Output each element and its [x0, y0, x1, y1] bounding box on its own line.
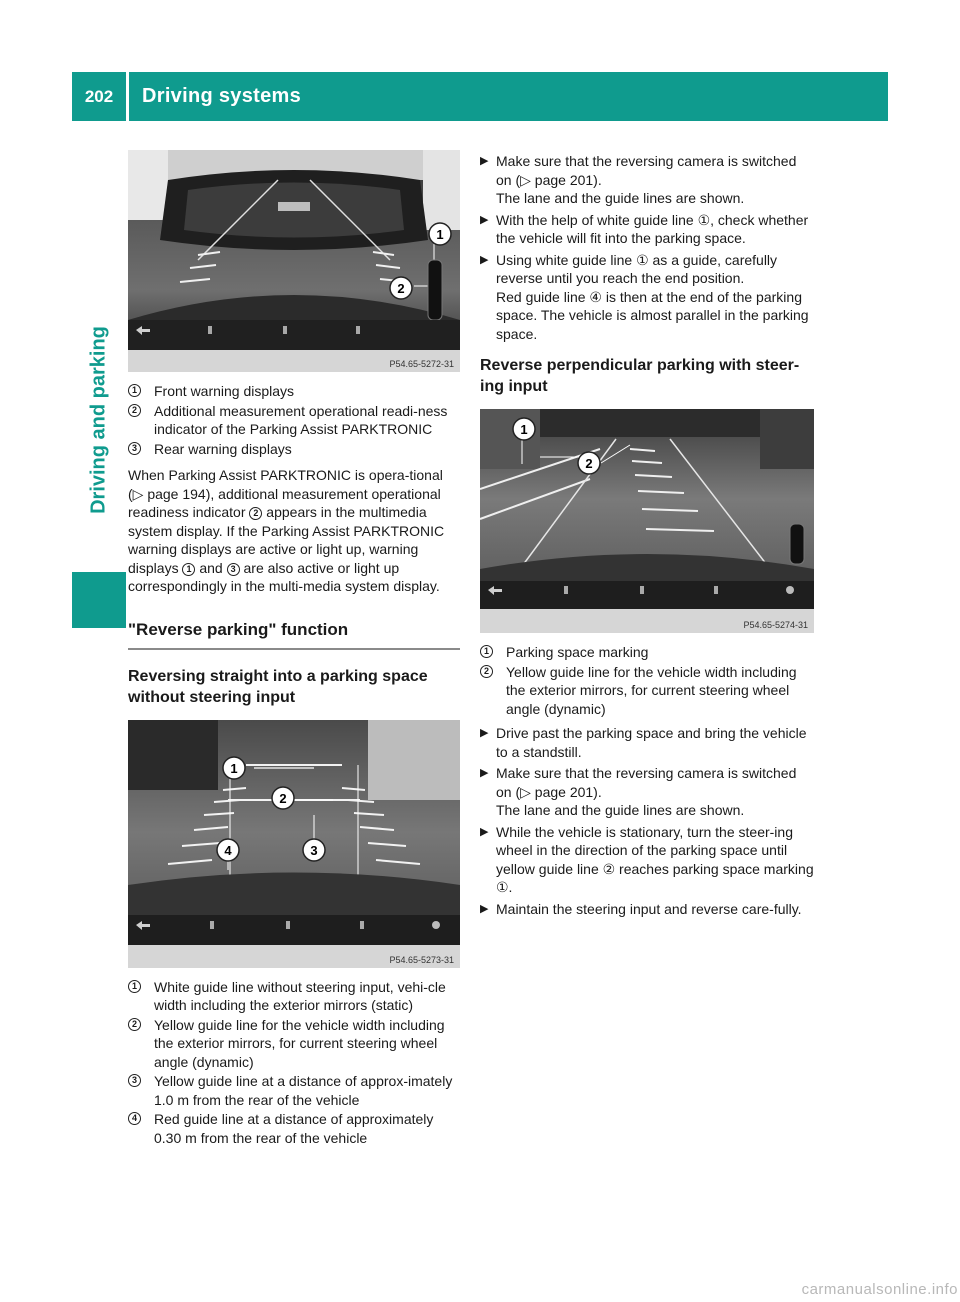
header-divider [126, 72, 129, 121]
inline-marker: 2 [249, 507, 262, 520]
legend-item [128, 978, 460, 1015]
callout-1: 1 [230, 760, 238, 776]
callout-1: 1 [520, 422, 528, 437]
legend-item [128, 1072, 460, 1109]
step-item [480, 211, 814, 248]
legend-text: Yellow guide line for the vehicle width including the exterior mirrors, for current steering wheel angle (dynamic) [154, 1016, 445, 1070]
step-text: The lane and the guide lines are shown. [496, 802, 745, 818]
figure-front-parking-camera [128, 150, 460, 372]
legend-marker: 3 [128, 1074, 141, 1087]
step-text: Make sure that the reversing camera is switched on (▷ page 201). [496, 153, 797, 188]
callout-2: 2 [397, 281, 405, 296]
inline-marker: 1 [182, 563, 195, 576]
page-number: 202 [84, 86, 114, 106]
camera-image-3 [480, 409, 814, 633]
steps-perpendicular [480, 724, 814, 918]
steps-straight [480, 152, 814, 343]
step-item [480, 823, 814, 897]
legend-marker: 3 [128, 442, 141, 455]
callout-1: 1 [436, 227, 444, 242]
legend-text: Yellow guide line for the vehicle width including the exterior mirrors, for current steering wheel angle (dynamic) [506, 663, 797, 717]
step-text: Make sure that the reversing camera is switched on (▷ page 201). [496, 765, 797, 800]
camera-image-2 [128, 720, 460, 968]
legend-item [128, 382, 460, 401]
step-text: Maintain the steering input and reverse care-fully. [496, 900, 802, 917]
legend-marker: 2 [480, 665, 493, 678]
left-column [128, 150, 460, 1148]
footer-watermark: carmanualsonline.info [801, 1281, 958, 1298]
step-text: Drive past the parking space and bring the vehicle to a standstill. [496, 725, 807, 760]
gear-icon [786, 586, 794, 594]
callout-4: 4 [224, 842, 232, 858]
step-item [480, 900, 814, 919]
figure-code-2: P54.65-5273-31 [389, 954, 454, 965]
legend-text: Rear warning displays [154, 440, 292, 457]
legend-text: Parking space marking [506, 644, 649, 660]
figure-perpendicular-parking [480, 409, 814, 633]
legend-marker: 2 [128, 404, 141, 417]
side-tab-marker [72, 572, 126, 628]
arrow-right-icon: ▶ [480, 767, 489, 779]
camera-image-1 [128, 150, 460, 372]
legend-list-1 [128, 382, 460, 458]
inline-marker: 3 [227, 563, 240, 576]
legend-item [128, 402, 460, 439]
callout-2: 2 [585, 456, 593, 471]
arrow-right-icon: ▶ [480, 213, 489, 226]
legend-item [128, 1110, 460, 1147]
para-text: and [195, 559, 227, 576]
legend-list-3 [480, 643, 814, 718]
step-text: While the vehicle is stationary, turn the steer-ing wheel in the direction of the parking space until yellow guide line ② reaches parking space marking ①. [496, 823, 814, 895]
legend-marker: 2 [128, 1018, 141, 1031]
arrow-right-icon: ▶ [480, 253, 489, 266]
step-text: The lane and the guide lines are shown. [496, 190, 745, 206]
legend-text: Yellow guide line at a distance of approx-imately 1.0 m from the rear of the vehicle [154, 1073, 453, 1108]
figure-code-3: P54.65-5274-31 [743, 620, 808, 630]
gear-icon [432, 921, 440, 929]
legend-marker: 4 [128, 1112, 141, 1125]
figure-reversing-straight [128, 720, 460, 968]
heading-reverse-parking: "Reverse parking" function [128, 620, 460, 650]
step-text: With the help of white guide line ①, check whether the vehicle will fit into the parking space. [496, 211, 809, 246]
legend-item [480, 663, 814, 719]
legend-text: Additional measurement operational readi-ness indicator of the Parking Assist PARKTRONIC [154, 402, 448, 437]
right-column [480, 152, 814, 921]
legend-item [480, 643, 814, 662]
section-title: Driving systems [142, 85, 302, 107]
arrow-right-icon: ▶ [480, 825, 489, 838]
legend-marker: 1 [128, 980, 141, 993]
para-text: appears in the multimedia system display. If the Parking Assist PARKTRONIC warning displays are active or light up, warning displays [128, 504, 445, 576]
figure-code-1: P54.65-5272-31 [389, 359, 454, 369]
arrow-right-icon: ▶ [480, 902, 489, 915]
para-text: ), additional measurement operational readiness indicator [128, 485, 441, 520]
step-text: Red guide line ④ is then at the end of the parking space. The vehicle is almost parallel in the parking space. [496, 288, 809, 342]
legend-text: Red guide line at a distance of approximately 0.30 m from the rear of the vehicle [154, 1111, 434, 1146]
legend-text: Front warning displays [154, 383, 295, 399]
step-item [480, 152, 814, 208]
legend-item [128, 440, 460, 459]
legend-list-2 [128, 978, 460, 1148]
callout-2: 2 [279, 790, 287, 806]
heading-reversing-straight: Reversing straight into a parking space without steering input [128, 667, 428, 706]
page-ref-link[interactable]: ▷ page 194 [132, 485, 206, 502]
callout-3: 3 [310, 842, 318, 858]
arrow-right-icon: ▶ [480, 155, 489, 167]
step-item [480, 724, 814, 761]
paragraph-parktronic [128, 466, 460, 596]
legend-marker: 1 [128, 384, 141, 397]
arrow-right-icon: ▶ [480, 727, 489, 739]
step-text: Using white guide line ① as a guide, carefully reverse until you reach the end position. [496, 251, 778, 286]
legend-marker: 1 [480, 645, 493, 658]
legend-text: White guide line without steering input, vehi-cle width including the exterior mirrors (static) [154, 978, 446, 1013]
side-tab-label: Driving and parking [87, 326, 110, 514]
step-item [480, 251, 814, 344]
step-item [480, 764, 814, 820]
heading-perpendicular: Reverse perpendicular parking with steer-ing input [480, 357, 800, 395]
para-text: When Parking Assist PARKTRONIC is opera-tional ( [128, 467, 443, 502]
legend-item [128, 1016, 460, 1072]
para-text: are also active or light up correspondingly in the multi-media system display. [128, 559, 440, 594]
